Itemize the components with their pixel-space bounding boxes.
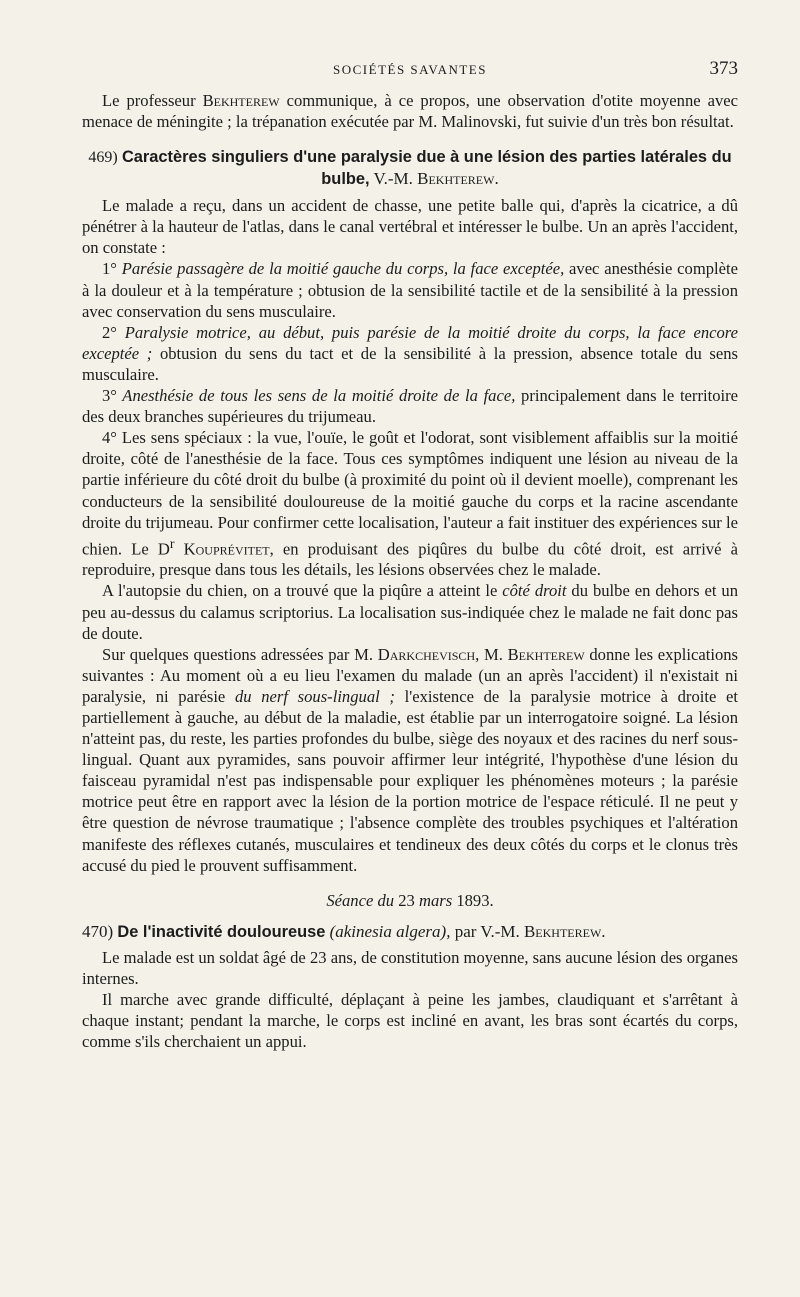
- italic-run: Parésie passagère de la moitié gauche du corps, la face exceptée,: [116, 259, 565, 279]
- text-run: Le professeur: [102, 91, 203, 110]
- text-run: mars: [414, 890, 457, 910]
- text-run: par V.-M.: [450, 921, 524, 941]
- session-day: 23: [398, 890, 415, 910]
- page-number: 373: [709, 58, 738, 79]
- text-run: en produisant des piqûres du bulbe du côté droit, est arrivé à reproduire, presque dans tous les détails, les lésions observées chez le malade.: [82, 539, 738, 580]
- section-number: 469): [88, 149, 118, 167]
- author-name: Bekhterew.: [417, 169, 499, 189]
- text-run: avec anesthésie complète à la douleur et à la température ; obtusion de la sensibilité tactile et de la sensibilité à la pression avec conservation du sens musculaire.: [82, 259, 738, 321]
- italic-run: côté droit: [502, 581, 567, 601]
- paragraph-gait: Il marche avec grande difficulté, déplaçant à peine les jambes, claudiquant et s'arrêtant à chaque instant; pendant la marche, le corps est incliné en avant, les bras sont écartés du corps, comme s'ils cherchaient un appui.: [82, 990, 738, 1052]
- author-name: Bekhterew.: [523, 921, 606, 941]
- section-heading-469: [82, 146, 738, 190]
- session-year: 1893.: [456, 890, 494, 910]
- paragraph-patient: Le malade est un soldat âgé de 23 ans, de constitution moyenne, sans aucune lésion des organes internes.: [82, 947, 738, 988]
- italic-run: (akinesia algera),: [329, 921, 451, 941]
- list-number: 2°: [102, 322, 117, 342]
- text-run: principalement dans le territoire des deux branches supérieures du trijumeau.: [82, 386, 738, 427]
- paragraph-case: Le malade a reçu, dans un accident de chasse, une petite balle qui, d'après la cicatrice, a dû pénétrer à la hauteur de l'atlas, dans le canal vertébral et intéresser le bulbe. Un an après l'accident, on constate :: [82, 196, 738, 258]
- section-number: 470): [82, 921, 114, 941]
- text-run: donne les explications suivantes : Au moment où a eu lieu l'examen du malade (un an après l'accident) il n'existait ni paralysie, ni parésie: [82, 644, 738, 706]
- text-run: V.-M.: [369, 169, 418, 189]
- text-run: Sur quelques questions adressées par M.: [102, 644, 378, 664]
- text-run: l'existence de la paralysie motrice à droite et partiellement à gauche, au début de la maladie, est établie par un interrogatoire soigné. La lésion n'atteint pas, du reste, les parties profondes du bulbe, siège des noyaux et des racines du nerf sous-lingual. Quant aux pyramides, sans pouvoir affirmer leur intégrité, l'hypothèse d'une lésion du faisceau pyramidal n'est pas indispensable pour expliquer les phénomènes moteurs ; la parésie motrice peut être en rapport avec la lésion de la portion motrice de l'espace réticulé. Il ne peut y être question de névrose traumatique ; l'absence complète des troubles psychiques et l'altération manifeste des réflexes cutanés, musculaires et tendineux des deux côtés du corps et le clonus très accusé du pied le prouvent suffisamment.: [82, 686, 738, 875]
- text-run: , M.: [475, 644, 508, 664]
- text-run: du bulbe en dehors et un peu au-dessus du calamus scriptorius. La localisation sus-indiquée chez le malade ne fait donc pas de doute.: [82, 581, 739, 643]
- paragraph-discussion: [82, 644, 738, 876]
- author-name: Bekhterew: [202, 91, 280, 110]
- paragraph-autopsy: [82, 580, 738, 643]
- list-number: 1°: [102, 259, 117, 279]
- paragraph-symptom-2: [82, 322, 738, 385]
- superscript: r: [169, 535, 175, 551]
- paragraph-symptom-4: [82, 427, 738, 580]
- section-title: De l'inactivité douloureuse: [117, 922, 326, 941]
- paragraph-symptom-3: [82, 385, 738, 427]
- author-name: Darkchevisch: [377, 644, 476, 664]
- italic-run: du nerf sous-lingual ;: [234, 686, 395, 706]
- section-title: Caractères singuliers d'une paralysie due à une lésion des parties latérales du bulbe,: [121, 148, 732, 189]
- text-run: 4° Les sens spéciaux : la vue, l'ouïe, le goût et l'odorat, sont visiblement affaiblis sur la moitié droite, côté de l'anesthésie de la face. Tous ces symptômes indiquent une lésion au niveau de la partie inférieure du côté droit du bulbe (à proximité du point où il devient moelle), comprenant les conducteurs de la sensibilité douloureuse de la moitié gauche du corps et la racine ascendante droite du trijumeau. Pour confirmer cette localisation, l'auteur a fait instituer des expériences sur le chien. Le D: [82, 428, 738, 559]
- article-body: [82, 90, 738, 1052]
- paragraph-otite: [82, 90, 738, 132]
- page-header: [82, 58, 738, 82]
- italic-run: Paralysie motrice, au début, puis parésie de la moitié droite du corps, la face encore exceptée ;: [82, 322, 738, 363]
- paragraph-symptom-1: [82, 258, 738, 321]
- running-title: SOCIÉTÉS SAVANTES: [333, 62, 487, 77]
- text-run: obtusion du sens du tact et de la sensibilité à la pression, absence totale du sens musculaire.: [82, 343, 738, 384]
- session-date: [82, 890, 738, 911]
- text-run: A l'autopsie du chien, on a trouvé que la piqûre a atteint le: [102, 581, 503, 601]
- text-run: communique, à ce propos, une observation d'otite moyenne avec menace de méningite ; la trépanation exécutée par M. Malinovski, fut suivie d'un très bon résultat.: [82, 91, 738, 132]
- text-run: Séance du: [326, 890, 399, 910]
- list-number: 3°: [102, 386, 117, 406]
- author-name: Bekhterew: [507, 644, 585, 664]
- section-heading-470: [82, 921, 738, 943]
- author-name: Kouprévitet,: [174, 539, 274, 559]
- italic-run: Anesthésie de tous les sens de la moitié droite de la face,: [116, 386, 516, 406]
